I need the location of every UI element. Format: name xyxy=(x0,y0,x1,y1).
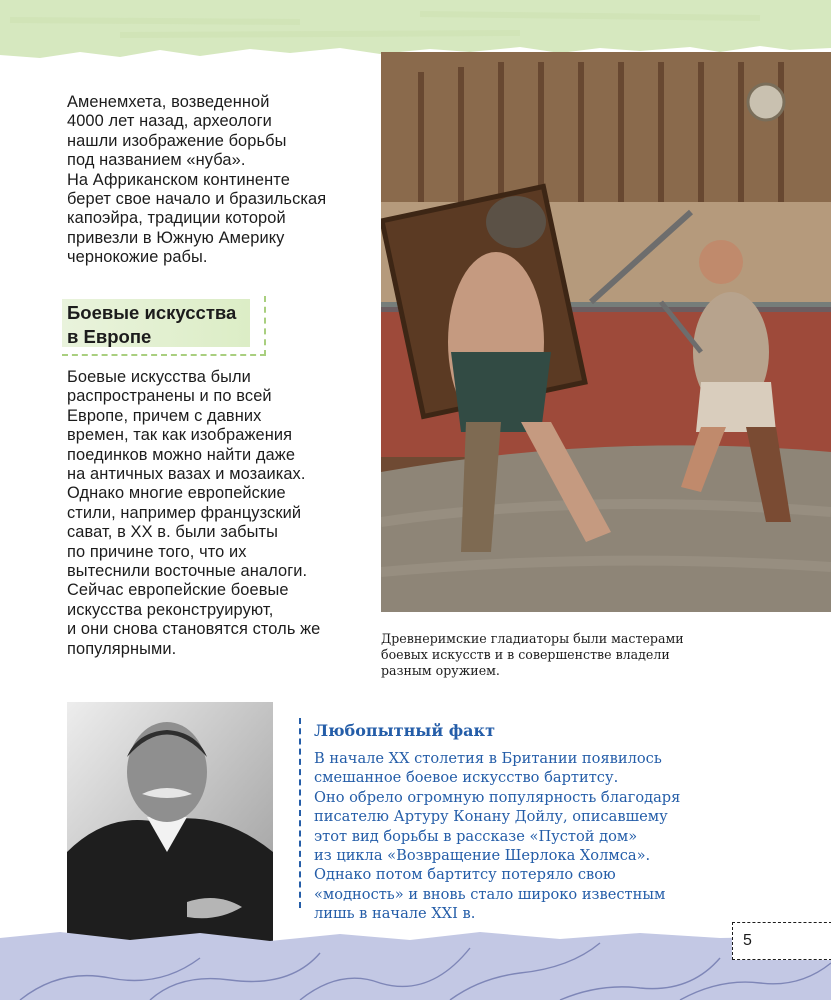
europe-line: Европе, причем с давних xyxy=(67,406,262,425)
europe-line: по причине того, что их xyxy=(67,542,247,561)
photo-caption xyxy=(381,631,821,679)
portrait-photo xyxy=(67,702,273,942)
fact-line: В начале XX столетия в Британии появилось xyxy=(314,750,662,767)
gong xyxy=(748,84,784,120)
page-number-box xyxy=(732,922,831,960)
europe-line: Сейчас европейские боевые xyxy=(67,581,289,600)
europe-line: сават, в XX в. были забыты xyxy=(67,523,279,542)
europe-line: стили, например французский xyxy=(67,503,302,522)
intro-line: На Африканском континенте xyxy=(67,170,290,189)
fact-divider xyxy=(299,718,301,908)
europe-line: и они снова становятся столь же xyxy=(67,620,321,639)
bottom-decorative-band xyxy=(0,928,831,1000)
gladiators-photo xyxy=(381,52,831,612)
intro-line: Аменемхета, возведенной xyxy=(67,93,270,111)
portrait-face xyxy=(127,722,207,822)
intro-line: под названием «нуба». xyxy=(67,151,246,170)
left-gladiator-helmet xyxy=(486,196,546,248)
fact-line: писателю Артуру Конану Дойлу, описавшему xyxy=(314,808,668,826)
fact-line: «модность» и вновь стало широко известным xyxy=(314,885,666,903)
right-gladiator-skirt xyxy=(696,382,776,432)
intro-line: капоэйра, традиции которой xyxy=(67,209,286,228)
page-number: 5 xyxy=(743,932,752,949)
fact-line: смешанное боевое искусство бартитсу. xyxy=(314,769,619,787)
heading-line: Боевые искусства xyxy=(67,302,237,323)
europe-line: на античных вазах и мозаиках. xyxy=(67,465,306,484)
section-heading-title xyxy=(67,301,236,349)
intro-paragraph xyxy=(67,93,367,268)
bottom-band-shape xyxy=(0,932,831,1000)
left-gladiator-skirt xyxy=(451,352,551,432)
caption-line: разным оружием. xyxy=(381,663,500,678)
intro-line: нашли изображение борьбы xyxy=(67,131,287,150)
europe-line: распространены и по всей xyxy=(67,387,272,406)
europe-line: Боевые искусства были xyxy=(67,368,251,386)
section-heading xyxy=(62,296,266,356)
intro-line: привезли в Южную Америку xyxy=(67,228,285,247)
europe-line: времен, так как изображения xyxy=(67,426,293,445)
europe-line: вытеснили восточные аналоги. xyxy=(67,562,308,581)
fact-text xyxy=(314,749,814,924)
intro-line: 4000 лет назад, археологи xyxy=(67,112,272,131)
fact-line: из цикла «Возвращение Шерлока Холмса». xyxy=(314,847,651,865)
top-band-shape xyxy=(0,0,831,58)
europe-line: Однако многие европейские xyxy=(67,484,286,503)
fact-title: Любопытный факт xyxy=(314,721,496,740)
intro-line: берет свое начало и бразильская xyxy=(67,190,327,209)
intro-line: чернокожие рабы. xyxy=(67,248,208,267)
fact-line: этот вид борьбы в рассказе «Пустой дом» xyxy=(314,827,638,845)
fact-line: Оно обрело огромную популярность благодаря xyxy=(314,788,681,806)
right-gladiator-head xyxy=(699,240,743,284)
caption-line: боевых искусств и в совершенстве владели xyxy=(381,647,670,662)
heading-line: в Европе xyxy=(67,326,152,347)
europe-line: поединков можно найти даже xyxy=(67,445,296,464)
caption-line: Древнеримские гладиаторы были мастерами xyxy=(381,631,684,646)
fact-line: Однако потом бартитсу потеряло свою xyxy=(314,866,616,884)
fact-line: лишь в начале XXI в. xyxy=(314,905,476,923)
europe-paragraph xyxy=(67,368,367,659)
europe-line: искусства реконструируют, xyxy=(67,600,274,619)
europe-line: популярными. xyxy=(67,639,177,658)
